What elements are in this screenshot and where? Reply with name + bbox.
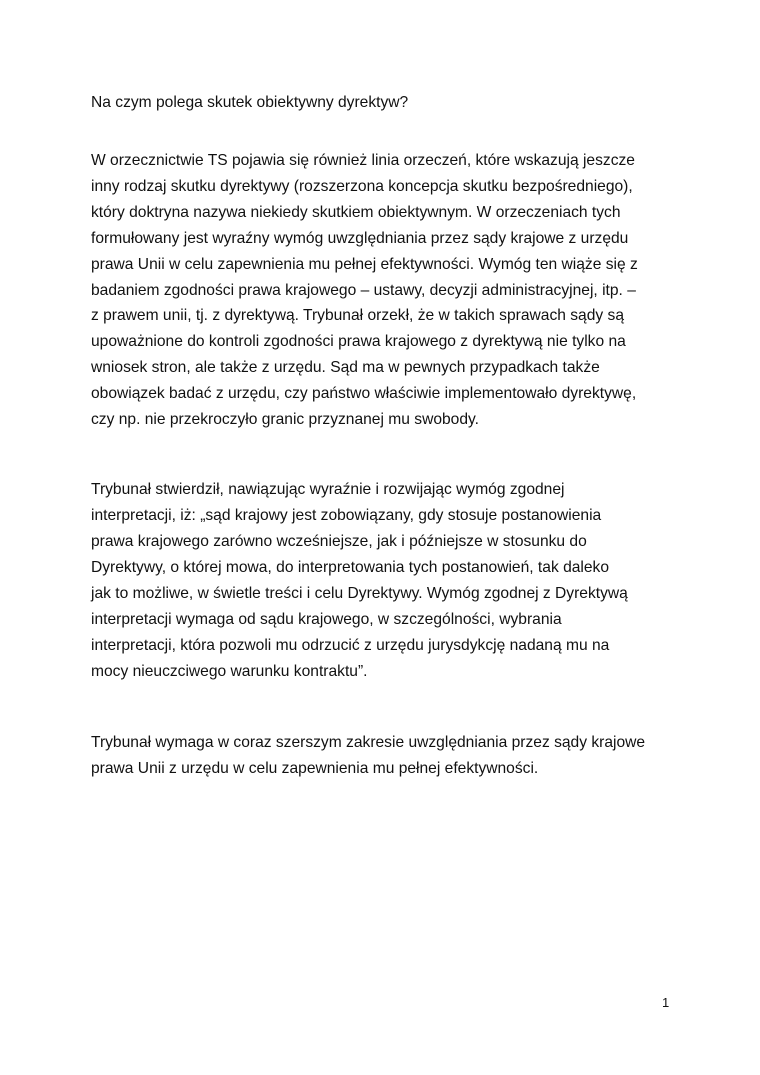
paragraph-line: z prawem unii, tj. z dyrektywą. Trybunał orzekł, że w takich sprawach sądy są [91,307,624,324]
paragraph-line: W orzecznictwie TS pojawia się również linia orzeczeń, które wskazują jeszcze [91,152,635,169]
paragraph-line: upoważnione do kontroli zgodności prawa krajowego z dyrektywą nie tylko na [91,333,626,350]
paragraph-line: interpretacji, która pozwoli mu odrzucić z urzędu jurysdykcję nadaną mu na [91,637,610,654]
paragraph-line: Trybunał wymaga w coraz szerszym zakresie uwzględniania przez sądy krajowe [91,734,646,751]
paragraph-line: mocy nieuczciwego warunku kontraktu”. [91,663,368,680]
paragraph-line: prawa krajowego zarówno wcześniejsze, jak i późniejsze w stosunku do [91,533,587,550]
page-number: 1 [662,995,670,1010]
paragraph-line: prawa Unii z urzędu w celu zapewnienia mu pełnej efektywności. [91,760,539,777]
paragraph-line: interpretacji, iż: „sąd krajowy jest zobowiązany, gdy stosuje postanowienia [91,507,602,524]
paragraph-line: prawa Unii w celu zapewnienia mu pełnej efektywności. Wymóg ten wiąże się z [91,256,638,273]
paragraph-line: badaniem zgodności prawa krajowego – ustawy, decyzji administracyjnej, itp. – [91,282,636,299]
paragraph-line: Trybunał stwierdził, nawiązując wyraźnie i rozwijając wymóg zgodnej [91,481,565,498]
paragraph-line: Dyrektywy, o której mowa, do interpretowania tych postanowień, tak daleko [91,559,610,576]
paragraph-line: obowiązek badać z urzędu, czy państwo właściwie implementowało dyrektywę, [91,385,637,402]
paragraph-line: inny rodzaj skutku dyrektywy (rozszerzona koncepcja skutku bezpośredniego), [91,178,633,195]
question-heading: Na czym polega skutek obiektywny dyrektyw? [91,94,409,111]
paragraph-line: formułowany jest wyraźny wymóg uwzględniania przez sądy krajowe z urzędu [91,230,629,247]
paragraph-line: który doktryna nazywa niekiedy skutkiem obiektywnym. W orzeczeniach tych [91,204,621,221]
paragraph-line: interpretacji wymaga od sądu krajowego, w szczególności, wybrania [91,611,562,628]
paragraph-line: czy np. nie przekroczyło granic przyznanej mu swobody. [91,411,479,428]
paragraph-line: wniosek stron, ale także z urzędu. Sąd ma w pewnych przypadkach także [91,359,600,376]
paragraph-line: jak to możliwe, w świetle treści i celu Dyrektywy. Wymóg zgodnej z Dyrektywą [91,585,628,602]
